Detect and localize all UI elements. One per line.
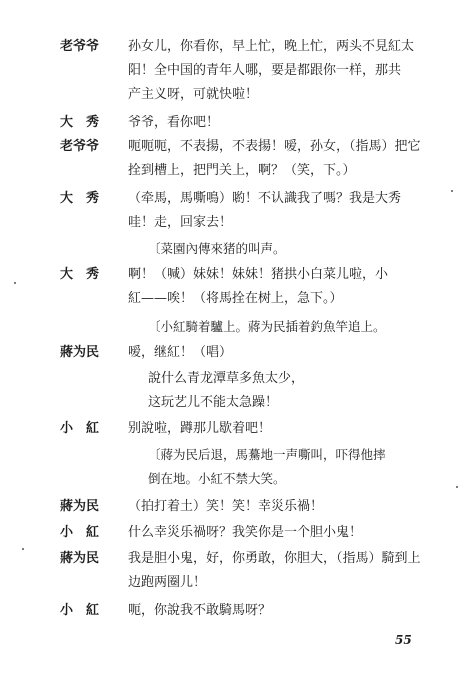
song-line: 这玩艺儿不能太急躁！	[148, 395, 279, 410]
dialogue-line: 产主义呀，可就快啦！	[128, 87, 259, 102]
dialogue-line: 啊！（喊）妹妹！妹妹！猪拱小白菜儿啦，小	[128, 267, 389, 282]
dialogue-line: 紅——唉！（将馬拴在树上，急下。）	[128, 291, 343, 306]
scan-speck	[22, 548, 24, 550]
speaker-label: 蔣为民	[60, 499, 100, 514]
dialogue-line: 什么幸災乐禍呀？我笑你是一个胆小鬼！	[128, 525, 363, 540]
speaker-label: 蔣为民	[60, 345, 100, 360]
dialogue-line: （拍打着土）笑！笑！幸災乐禍！	[128, 499, 324, 514]
stage-direction: 倒在地。小紅不禁大笑。	[148, 471, 286, 486]
speaker-label: 老爷爷	[60, 139, 100, 154]
dialogue-line: 呃，你說我不敢騎馬呀？	[128, 603, 272, 618]
dialogue-line: 爷爷，看你吧！	[128, 115, 220, 130]
dialogue-line: 别說啦，蹲那儿歇着吧！	[128, 421, 272, 436]
speaker-label: 蔣为民	[60, 551, 100, 566]
song-line: 說什么青龙潭草多魚太少，	[148, 371, 305, 386]
dialogue-line: 我是胆小鬼，好，你勇敢，你胆大，（指馬）騎到上	[128, 551, 421, 566]
dialogue-line: 边跑两圈儿！	[128, 575, 207, 590]
dialogue-line: （牵馬，馬嘶鳴）喲！不认識我了嗎？我是大秀	[128, 191, 402, 206]
scan-speck	[456, 486, 458, 488]
speaker-label: 老爷爷	[60, 39, 100, 54]
stage-direction: 〔菜園內傳來猪的叫声。	[148, 241, 286, 256]
speaker-label: 大 秀	[60, 191, 100, 206]
dialogue-line: 阳！全中国的青年人哪，要是都跟你一样，那共	[128, 63, 402, 78]
dialogue-line: 呃呃呃，不表揚，不表揚！嗳，孙女，（指馬）把它	[128, 139, 421, 154]
stage-direction: 〔蔣为民后退，馬驀地一声嘶叫，吓得他摔	[148, 447, 386, 462]
stage-direction: 〔小紅騎着驢上。蔣为民插着釣魚竿追上。	[148, 319, 386, 334]
dialogue-line: 孙女儿，你看你，早上忙，晚上忙，两头不見紅太	[128, 39, 415, 54]
scan-speck	[14, 282, 16, 284]
dialogue-line: 嗳，继紅！（唱）	[128, 345, 233, 360]
dialogue-line: 拴到槽上，把門关上，啊？（笑，下。）	[128, 163, 356, 178]
speaker-label: 小 紅	[60, 525, 100, 540]
speaker-label: 小 紅	[60, 421, 100, 436]
speaker-label: 小 紅	[60, 603, 100, 618]
scan-speck	[451, 190, 453, 192]
speaker-label: 大 秀	[60, 115, 100, 130]
page-number: 55	[395, 633, 412, 647]
speaker-label: 大 秀	[60, 267, 100, 282]
dialogue-line: 哇！走，回家去！	[128, 215, 233, 230]
